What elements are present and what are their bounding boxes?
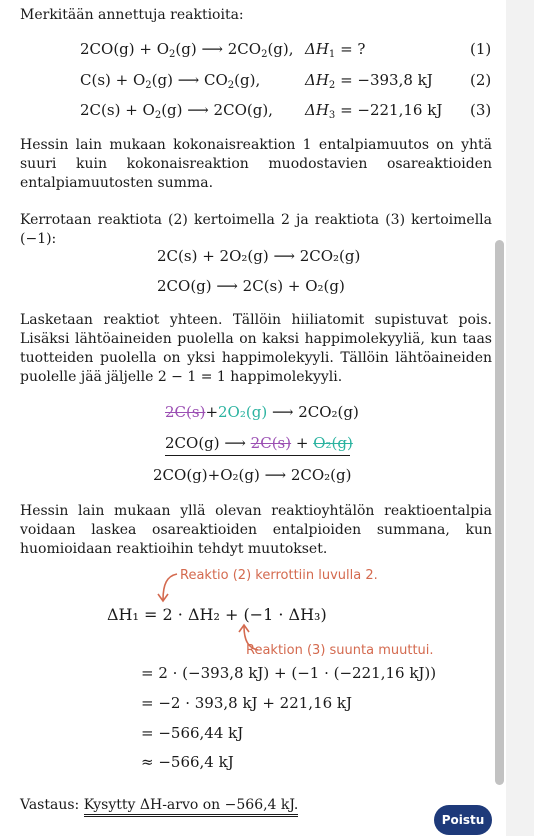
cancelled-carbon-1: 2C(s) bbox=[165, 403, 206, 421]
cancelled-oxygen: O₂(g) bbox=[313, 434, 353, 452]
multiplied-eq-1: 2C(s) + 2O₂(g) ⟶ 2CO₂(g) bbox=[157, 247, 361, 265]
delta-h-equation: ΔH₁ = 2 · ΔH₂ + (−1 · ΔH₃) bbox=[107, 605, 327, 624]
calc-line-1: = 2 · (−393,8 kJ) + (−1 · (−221,16 kJ)) bbox=[141, 664, 437, 682]
hess-law-text-2: Hessin lain mukaan yllä olevan reaktioyhtälön reaktioentalpia voidaan laskea osareaktioiden entalpioiden summana, kun huomioidaan reaktioihin tehdyt muutokset. bbox=[20, 503, 492, 557]
scrollbar-thumb[interactable] bbox=[495, 240, 504, 785]
reaction-2: $C(s) + O_2(g)$ ⟶ $CO_2(g)$, bbox=[80, 71, 261, 91]
reaction-1-enthalpy: $\Delta H_1$ = ? bbox=[305, 40, 366, 60]
combined-eq-2: 2CO(g) ⟶ 2C(s) + O₂(g) bbox=[165, 434, 353, 452]
hess-law-text-1: Hessin lain mukaan kokonaisreaktion 1 entalpiamuutos on yhtä suuri kuin kokonaisreaktion muodostavien osareaktioiden entalpiamuutosten summa. bbox=[20, 137, 492, 191]
reaction-3: $2C(s) + O_2(g)$ ⟶ 2CO(g), bbox=[80, 101, 273, 121]
reaction-2-number: (2) bbox=[470, 71, 492, 89]
multiplied-eq-2: 2CO(g) ⟶ 2C(s) + O₂(g) bbox=[157, 277, 345, 295]
sum-explanation-text: Lasketaan reaktiot yhteen. Tällöin hiiliatomit supistuvat pois. Lisäksi lähtöaineiden puolella on kaksi happimolekyyliä, kun taas tuotteiden puolella on yksi happimolekyyli. Tällöin lähtöaineiden puolelle jää jäljelle 2 − 1 = 1 happimolekyyli. bbox=[20, 312, 492, 385]
answer-value: Kysytty ΔH-arvo on −566,4 kJ. bbox=[84, 797, 299, 817]
exit-button[interactable]: Poistu bbox=[434, 805, 492, 835]
combined-eq-1: 2C(s)+2O₂(g) ⟶ 2CO₂(g) bbox=[165, 403, 359, 421]
calc-line-4: ≈ −566,4 kJ bbox=[141, 753, 234, 771]
combined-result-eq: 2CO(g)+O₂(g) ⟶ 2CO₂(g) bbox=[153, 466, 352, 484]
reaction-1: $2CO(g) + O_2(g)$ ⟶ $2CO_2(g)$, bbox=[80, 40, 294, 60]
scrollbar-track[interactable] bbox=[506, 0, 534, 836]
answer: Vastaus: Kysytty ΔH-arvo on −566,4 kJ. bbox=[20, 796, 492, 815]
annotation-top: Reaktio (2) kerrottiin luvulla 2. bbox=[180, 568, 378, 583]
calc-line-2: = −2 · 393,8 kJ + 221,16 kJ bbox=[141, 694, 353, 712]
cancelled-carbon-2: 2C(s) bbox=[250, 434, 292, 452]
reaction-2-enthalpy: $\Delta H_2 = -393,8$ kJ bbox=[305, 71, 433, 91]
reaction-3-enthalpy: $\Delta H_3 = -221,16$ kJ bbox=[305, 101, 443, 121]
reaction-1-number: (1) bbox=[470, 40, 492, 58]
sum-line bbox=[165, 455, 350, 456]
intro-text: Merkitään annettuja reaktioita: bbox=[20, 7, 244, 23]
reaction-3-number: (3) bbox=[470, 101, 492, 119]
oxygen-reactant: 2O₂(g) bbox=[218, 403, 268, 421]
annotation-bottom: Reaktion (3) suunta muuttui. bbox=[246, 643, 434, 658]
calc-line-3: = −566,44 kJ bbox=[141, 724, 244, 742]
multiply-text: Kerrotaan reaktiota (2) kertoimella 2 ja reaktiota (3) kertoimella (−1): bbox=[20, 212, 492, 247]
